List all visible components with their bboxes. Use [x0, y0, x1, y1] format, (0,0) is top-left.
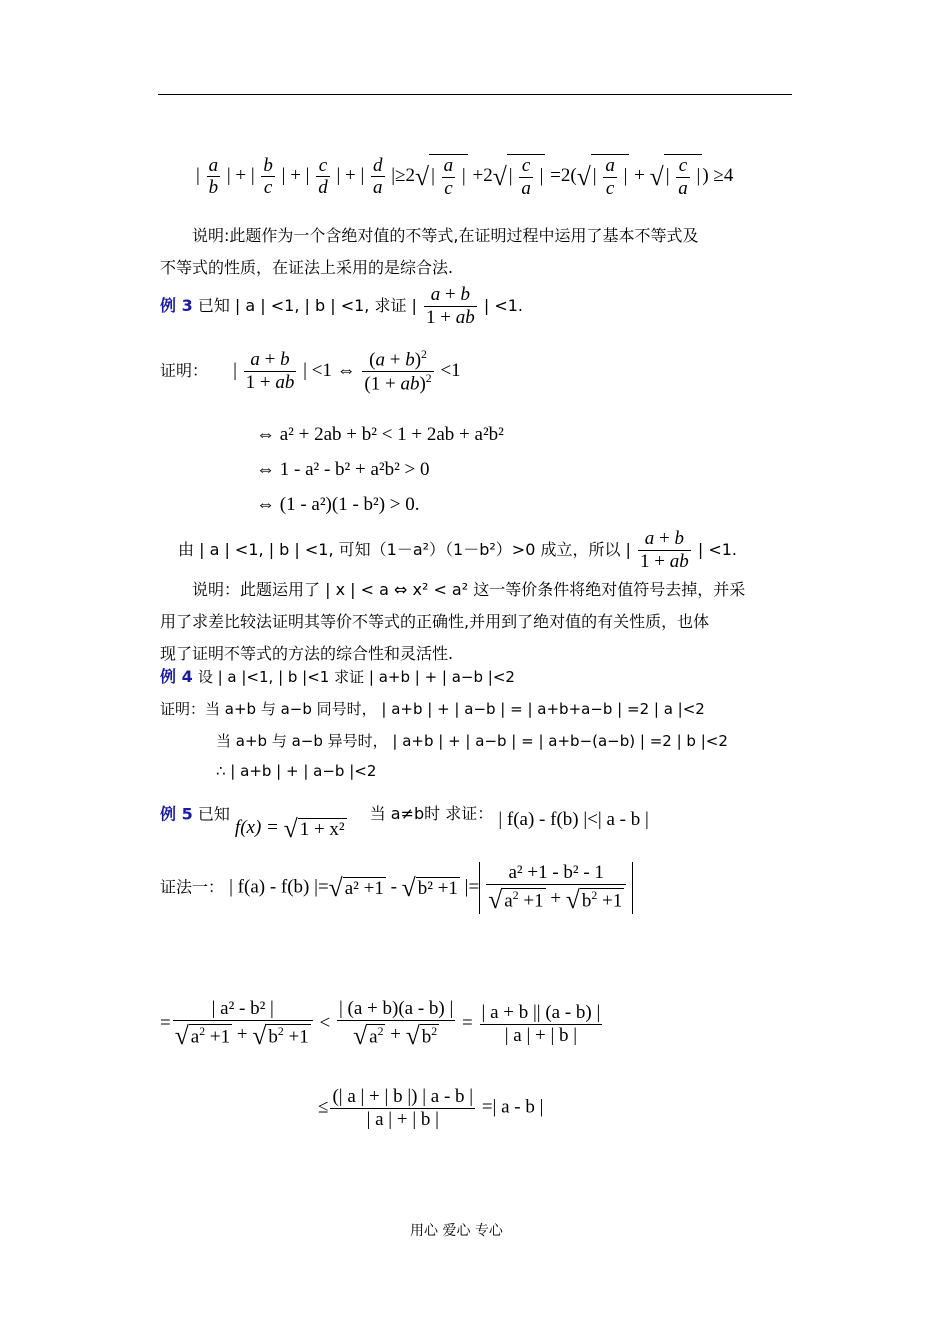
example-4-label: 例 4 [160, 667, 193, 686]
fraction-a-b: $\frac{a}{b}$ [208, 154, 219, 199]
sqrt-a-c-2: √ | $\frac{a}{c}$ | [576, 155, 628, 199]
method-1-line-3: ≤ $\frac{(| a | + | b |) | a - b |}{| a | + | b |}$ =| a - b | [318, 1086, 544, 1130]
proof-fraction-squared: $\frac{(a + b)^2}{(1 + ab)^2}$ [364, 348, 432, 395]
fraction-b-c: $\frac{b}{c}$ [263, 154, 273, 199]
example-3-proof: 证明： | $\frac{a + b}{1 + ab}$ | <1 ⇔ $\frac{(a + b)^2}{(1 + ab)^2}$ <1 [160, 348, 461, 395]
example-4-proof-1: 证明：当 a+b 与 a−b 同号时， | a+b | + | a−b | = | a+b+a−b | =2 | a |<2 [160, 700, 705, 718]
proof-step-1: ⇔ a² + 2ab + b² < 1 + 2ab + a²b² [256, 424, 504, 445]
proof-step-2: ⇔ 1 - a² - b² + a²b² > 0 [256, 459, 430, 480]
sqrt-a-c: √ | $\frac{a}{c}$ | [415, 155, 466, 199]
example-3-label: 例 3 [160, 295, 193, 315]
example-3-conclusion: 由 | a | <1, | b | <1, 可知（1－a²）（1－b²）>0 成立，所以 | $\frac{a + b}{1 + ab}$ | <1. [178, 528, 738, 572]
method-1-line-1: 证法一： | f(a) - f(b) |=√ a² +1 - √ b² +1 |= $\frac{\text{a² +1 - b² - 1}}{√ a^2 +1 + √ b^2 +1}$ [160, 862, 633, 914]
fraction-c-d: $\frac{c}{d}$ [318, 154, 328, 199]
header-rule [158, 94, 792, 95]
method-1-line-2: = $\frac{\text{| a² - b² |}}{√ a^2 +1 + √ b^2 +1}$ < $\frac{| (a + b)(a - b) |}{√ a^2 + √ b^2}$ = $\frac{| a + b || (a - b) |}{| a | + | b |}$ [160, 998, 601, 1050]
example-4-conclusion: ∴ | a+b | + | a−b |<2 [216, 762, 377, 780]
conclusion-fraction: $\frac{a + b}{1 + ab}$ [640, 528, 689, 572]
equation-line-1: | $\frac{a}{b}$ | + | $\frac{b}{c}$ | + | $\frac{c}{d}$ | + | $\frac{d}{a}$ |≥2√ | $\frac{a}{c}$ | +2√ | $\frac{c}{a}$ | =2(√ | $\frac{a}{c}$ | + √ | $\frac{c}{a}$ | ) ≥4 [196, 154, 734, 199]
fraction-d-a: $\frac{d}{a}$ [373, 154, 383, 199]
function-definition: f(x) = √ 1 + x² [234, 814, 345, 843]
sqrt-c-a-2: √ | $\frac{c}{a}$ | [649, 155, 701, 199]
example-5-statement: 例 5 已知 f(x) = √ 1 + x² 当 a≠b时 求证： | f(a) - f(b) |<| a - b | [160, 804, 649, 843]
fraction-4: $\frac{(| a | + | b |) | a - b |}{| a | + | b |}$ [332, 1086, 474, 1130]
example-4-statement: 例 4 设 | a |<1, | b |<1 求证 | a+b | + | a−b |<2 [160, 667, 515, 686]
sqrt-c-a: √ | $\frac{c}{a}$ | [492, 155, 544, 199]
example-5-claim: | f(a) - f(b) |<| a - b | [498, 809, 649, 831]
fraction-3: $\frac{| a + b || (a - b) |}{| a | + | b |}$ [481, 1001, 601, 1046]
example-4-proof-2: 当 a+b 与 a−b 异号时， | a+b | + | a−b | = | a+b−(a−b) | =2 | b |<2 [216, 732, 728, 750]
absolute-value-fraction: $\frac{\text{a² +1 - b² - 1}}{√ a^2 +1 + √ b^2 +1}$ [479, 862, 633, 914]
proof-fraction: $\frac{a + b}{1 + ab}$ [245, 349, 295, 394]
page-footer: 用心 爱心 专心 [410, 1223, 503, 1239]
note-2: 说明：此题运用了 | x | < a ⇔ x² < a² 这一等价条件将绝对值符号去掉，并采 用了求差比较法证明其等价不等式的正确性,并用到了绝对值的有关性质，也体 现了证明不等式的方法的综合性和灵活性. [160, 580, 746, 663]
proof-step-3: ⇔ (1 - a²)(1 - b²) > 0. [256, 494, 420, 515]
example-3-statement: 例 3 已知 | a | <1, | b | <1, 求证 | $\frac{a + b}{1 + ab}$ | <1. [160, 284, 523, 328]
fraction-2: $\frac{| (a + b)(a - b) |}{√ a^2 + √ b^2}$ [338, 998, 454, 1050]
note-1: 说明:此题作为一个含绝对值的不等式,在证明过程中运用了基本不等式及 不等式的性质，在证法上采用的是综合法. [160, 226, 699, 277]
fraction-a-plus-b-over-1-plus-ab: $\frac{a + b}{1 + ab}$ [426, 284, 475, 328]
example-5-label: 例 5 [160, 804, 193, 824]
fraction-1: $\frac{\text{| a² - b² |}}{√ a^2 +1 + √ b^2 +1}$ [173, 998, 313, 1050]
